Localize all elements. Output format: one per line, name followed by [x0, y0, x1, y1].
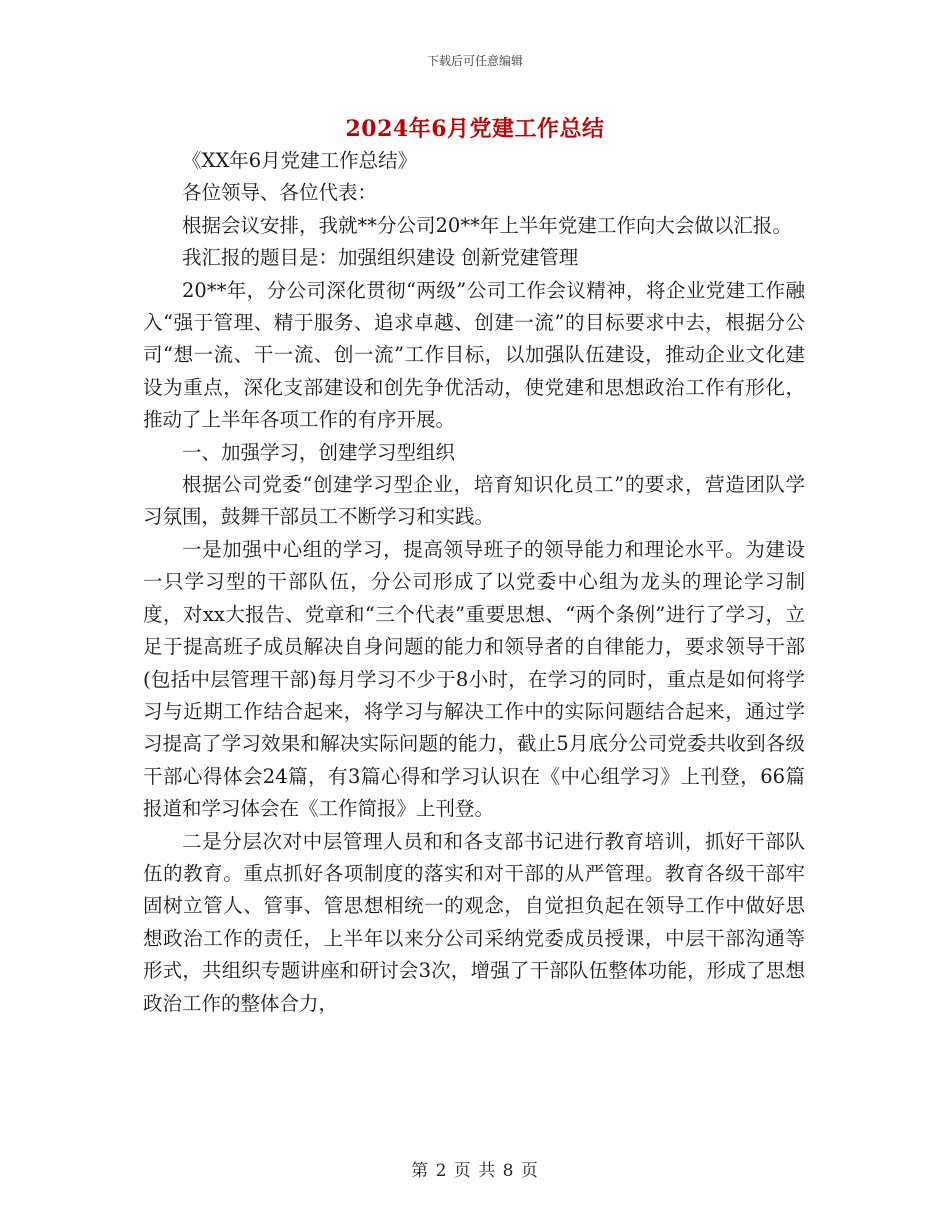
- paragraph: 我汇报的题目是：加强组织建设 创新党建管理: [182, 246, 579, 270]
- paragraph: 《XX年6月党建工作总结》: [182, 149, 418, 172]
- paragraph: 20**年，分公司深化贯彻“两级”公司工作会议精神，将企业党建工作融入“强于管理、精于服务、追求卓越、创建一流”的目标要求中去，根据分公司“想一流、干一流、创一流”工作目标，以加强队伍建设，推动企业文化建设为重点，深化支部建设和创先争优活动，使党建和思想政治工作有形化，推动了上半年各项工作的有序开展。: [143, 278, 805, 432]
- page-number: 第 2 页 共 8 页: [411, 1161, 539, 1181]
- document-title: 2024年6月党建工作总结: [345, 116, 605, 142]
- paragraph: 根据会议安排，我就**分公司20**年上半年党建工作向大会做以汇报。: [182, 213, 792, 237]
- document-body: [143, 145, 805, 1020]
- paragraph: 一是加强中心组的学习，提高领导班子的领导能力和理论水平。为建设一只学习型的干部队伍，分公司形成了以党委中心组为龙头的理论学习制度，对xx大报告、党章和“三个代表”重要思想、“两个条例”进行了学习，立足于提高班子成员解决自身问题的能力和领导者的自律能力，要求领导干部(包括中层管理干部)每月学习不少于8小时，在学习的同时，重点是如何将学习与近期工作结合起来，将学习与解决工作中的实际问题结合起来，通过学习提高了学习效果和解决实际问题的能力，截止5月底分公司党委共收到各级干部心得体会24篇，有3篇心得和学习认识在《中心组学习》上刊登，66篇报道和学习体会在《工作简报》上刊登。: [143, 537, 805, 821]
- paragraph: 二是分层次对中层管理人员和和各支部书记进行教育培训，抓好干部队伍的教育。重点抓好各项制度的落实和对干部的从严管理。教育各级干部牢固树立管人、管事、管思想相统一的观念，自觉担负起在领导工作中做好思想政治工作的责任，上半年以来分公司采纳党委成员授课，中层干部沟通等形式，共组织专题讲座和研讨会3次，增强了干部队伍整体功能，形成了思想政治工作的整体合力，: [143, 829, 805, 1015]
- section-heading: 一、加强学习，创建学习型组织: [182, 440, 456, 464]
- paragraph: 根据公司党委“创建学习型企业，培育知识化员工”的要求，营造团队学习氛围，鼓舞干部员工不断学习和实践。: [143, 473, 805, 529]
- paragraph: 各位领导、各位代表：: [182, 181, 378, 205]
- page-header-note: 下载后可任意编辑: [426, 54, 523, 68]
